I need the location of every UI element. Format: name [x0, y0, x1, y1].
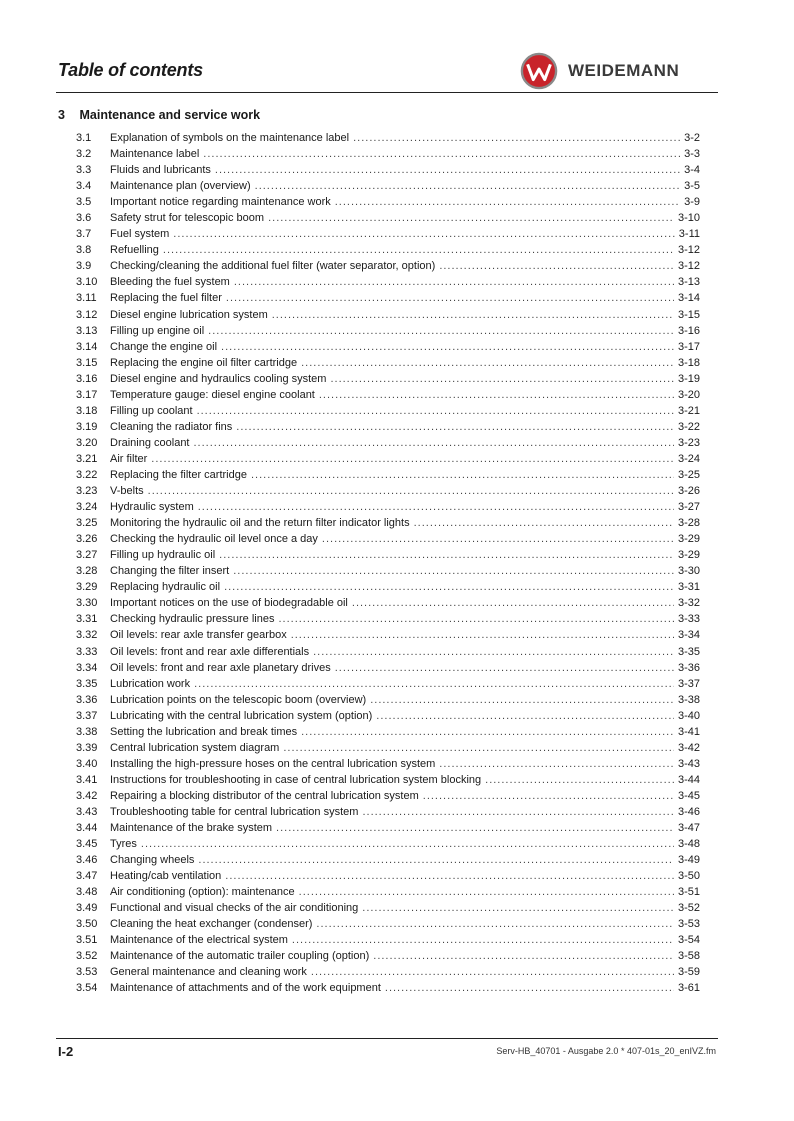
toc-leader-dots [292, 932, 674, 948]
toc-entry-title: Maintenance of attachments and of the work equipment [110, 982, 381, 995]
toc-entry-title: General maintenance and cleaning work [110, 966, 307, 979]
toc-leader-dots [311, 964, 674, 980]
toc-entry[interactable] [76, 162, 700, 178]
toc-entry-page: 3-35 [677, 645, 700, 658]
toc-entry-title: Replacing the engine oil filter cartridge [110, 356, 298, 369]
toc-entry[interactable] [76, 371, 700, 387]
toc-entry-page: 3-16 [677, 324, 700, 337]
toc-leader-dots [194, 435, 674, 451]
toc-entry-number: 3.43 [76, 805, 98, 818]
toc-entry-page: 3-2 [684, 132, 700, 144]
toc-entry-number: 3.41 [76, 773, 98, 786]
toc-leader-dots [151, 451, 674, 467]
toc-entry[interactable] [76, 579, 700, 595]
toc-entry-page: 3-17 [677, 340, 700, 353]
toc-entry-page: 3-53 [677, 918, 700, 931]
toc-leader-dots [370, 692, 674, 708]
toc-leader-dots [198, 499, 674, 515]
toc-entry-page: 3-37 [677, 677, 700, 690]
toc-leader-dots [236, 419, 674, 435]
toc-entry-number: 3.24 [76, 501, 98, 514]
toc-entry-title: Diesel engine lubrication system [110, 308, 268, 321]
toc-entry-page: 3-30 [677, 565, 700, 578]
toc-entry-number: 3.50 [76, 918, 98, 931]
toc-leader-dots [385, 980, 674, 996]
toc-leader-dots [322, 531, 674, 547]
toc-entry-title: Oil levels: rear axle transfer gearbox [110, 629, 287, 642]
toc-entry-title: Maintenance of the brake system [110, 822, 273, 835]
toc-leader-dots [353, 130, 680, 146]
toc-entry-page: 3-41 [677, 725, 700, 738]
toc-entry-page: 3-38 [677, 693, 700, 706]
toc-leader-dots [198, 852, 674, 868]
toc-entry-number: 3.6 [76, 212, 92, 225]
toc-leader-dots [233, 563, 674, 579]
toc-entry[interactable] [76, 740, 700, 756]
toc-entry-title: Maintenance plan (overview) [110, 180, 251, 193]
toc-entry-title: Checking/cleaning the additional fuel filter (water separator, option) [110, 260, 436, 273]
toc-entry-number: 3.23 [76, 485, 98, 498]
toc-entry-title: Cleaning the heat exchanger (condenser) [110, 918, 313, 931]
toc-entry[interactable] [76, 595, 700, 611]
toc-leader-dots [148, 483, 674, 499]
toc-entry-page: 3-4 [684, 164, 700, 177]
toc-entry[interactable] [76, 515, 700, 531]
toc-entry-page: 3-24 [677, 452, 700, 465]
toc-leader-dots [376, 708, 674, 724]
toc-entry[interactable] [76, 355, 700, 371]
toc-entry-title: Heating/cab ventilation [110, 870, 222, 883]
toc-entry-page: 3-49 [677, 854, 700, 867]
toc-entry-title: Repairing a blocking distributor of the central lubrication system [110, 789, 419, 802]
toc-entry-number: 3.27 [76, 549, 98, 562]
toc-entry[interactable] [76, 692, 700, 708]
toc-entry-number: 3.16 [76, 372, 98, 385]
toc-entry-number: 3.35 [76, 677, 98, 690]
toc-entry-page: 3-26 [677, 485, 700, 498]
toc-entry[interactable] [76, 130, 700, 146]
toc-entry-page: 3-3 [684, 148, 700, 161]
toc-entry[interactable] [76, 499, 700, 515]
toc-entry[interactable] [76, 980, 700, 996]
toc-entry-title: Checking the hydraulic oil level once a day [110, 533, 318, 546]
toc-leader-dots [268, 210, 674, 226]
toc-leader-dots [335, 194, 680, 210]
toc-entry-page: 3-46 [677, 805, 700, 818]
toc-entry-page: 3-14 [677, 292, 700, 305]
toc-entry-number: 3.7 [76, 228, 92, 241]
toc-entry[interactable] [76, 563, 700, 579]
toc-entry-title: Fluids and lubricants [110, 164, 211, 177]
toc-leader-dots [299, 884, 674, 900]
toc-entry[interactable] [76, 884, 700, 900]
toc-leader-dots [276, 820, 674, 836]
toc-entry-title: Air filter [110, 452, 148, 465]
toc-entry-title: Draining coolant [110, 436, 190, 449]
toc-entry-number: 3.10 [76, 276, 98, 289]
toc-entry[interactable] [76, 948, 700, 964]
toc-entry-number: 3.47 [76, 870, 98, 883]
toc-entry-number: 3.17 [76, 388, 98, 401]
toc-entry[interactable] [76, 274, 700, 290]
toc-entry-title: Changing wheels [110, 854, 195, 867]
toc-entry-number: 3.20 [76, 436, 98, 449]
toc-entry-number: 3.3 [76, 164, 92, 177]
toc-entry-page: 3-13 [677, 276, 700, 289]
toc-leader-dots [313, 644, 674, 660]
toc-list [76, 130, 700, 997]
toc-leader-dots [194, 676, 674, 692]
toc-entry-page: 3-9 [684, 196, 700, 209]
toc-entry-title: Change the engine oil [110, 340, 218, 353]
toc-entry-title: Lubricating with the central lubrication system (option) [110, 709, 373, 722]
toc-entry[interactable] [76, 339, 700, 355]
toc-entry-number: 3.33 [76, 645, 98, 658]
toc-entry[interactable] [76, 194, 700, 210]
toc-entry-page: 3-58 [677, 950, 700, 963]
toc-leader-dots [362, 804, 674, 820]
toc-entry-title: Diesel engine and hydraulics cooling system [110, 372, 327, 385]
toc-entry-title: Bleeding the fuel system [110, 276, 230, 289]
page-title: Table of contents [58, 60, 203, 80]
toc-leader-dots [283, 740, 674, 756]
toc-entry[interactable] [76, 788, 700, 804]
toc-entry-title: Replacing the filter cartridge [110, 468, 247, 481]
toc-entry-title: Installing the high-pressure hoses on the central lubrication system [110, 757, 436, 770]
toc-entry-page: 3-20 [677, 388, 700, 401]
toc-entry[interactable] [76, 900, 700, 916]
toc-entry-title: Hydraulic system [110, 501, 194, 514]
toc-leader-dots [335, 660, 674, 676]
toc-leader-dots [141, 836, 674, 852]
toc-entry-number: 3.44 [76, 822, 98, 835]
toc-entry-title: Functional and visual checks of the air conditioning [110, 902, 359, 915]
toc-leader-dots [255, 178, 680, 194]
toc-leader-dots [414, 515, 674, 531]
toc-entry-title: Instructions for troubleshooting in case of central lubrication system blocking [110, 773, 482, 786]
toc-entry-title: Maintenance of the electrical system [110, 934, 288, 947]
toc-entry[interactable] [76, 547, 700, 563]
toc-entry-page: 3-5 [684, 180, 700, 193]
toc-entry[interactable] [76, 451, 700, 467]
toc-entry-number: 3.11 [76, 292, 97, 305]
toc-entry-page: 3-19 [677, 372, 700, 385]
toc-entry[interactable] [76, 772, 700, 788]
toc-entry[interactable] [76, 644, 700, 660]
toc-entry-number: 3.29 [76, 581, 98, 594]
toc-entry-page: 3-27 [677, 501, 700, 514]
toc-entry[interactable] [76, 419, 700, 435]
toc-entry-number: 3.42 [76, 789, 98, 802]
toc-entry-page: 3-52 [677, 902, 700, 915]
toc-entry[interactable] [76, 804, 700, 820]
toc-entry-number: 3.32 [76, 629, 98, 642]
toc-entry[interactable] [76, 323, 700, 339]
toc-entry-number: 3.28 [76, 565, 98, 578]
toc-entry-title: Filling up engine oil [110, 324, 205, 337]
toc-entry-number: 3.45 [76, 838, 98, 851]
toc-entry-title: Explanation of symbols on the maintenance label [110, 132, 350, 144]
toc-entry-page: 3-25 [677, 468, 700, 481]
toc-leader-dots [226, 290, 674, 306]
toc-leader-dots [485, 772, 674, 788]
toc-entry-number: 3.31 [76, 613, 98, 626]
toc-entry-page: 3-21 [677, 404, 700, 417]
toc-leader-dots [316, 916, 674, 932]
toc-entry[interactable] [76, 307, 700, 323]
toc-entry[interactable] [76, 258, 700, 274]
toc-entry[interactable] [76, 146, 700, 162]
toc-entry-page: 3-23 [677, 436, 700, 449]
toc-entry-title: Cleaning the radiator fins [110, 420, 233, 433]
toc-entry-page: 3-15 [677, 308, 700, 321]
toc-entry-page: 3-61 [677, 982, 700, 995]
toc-entry[interactable] [76, 820, 700, 836]
toc-leader-dots [278, 611, 674, 627]
toc-entry[interactable] [76, 916, 700, 932]
toc-entry-page: 3-33 [677, 613, 700, 626]
toc-leader-dots [219, 547, 674, 563]
toc-entry-title: Temperature gauge: diesel engine coolant [110, 388, 315, 401]
toc-leader-dots [373, 948, 674, 964]
toc-entry[interactable] [76, 868, 700, 884]
toc-entry-title: Maintenance label [110, 148, 200, 161]
toc-leader-dots [197, 403, 674, 419]
toc-entry-number: 3.8 [76, 244, 92, 257]
toc-entry-title: Important notice regarding maintenance work [110, 196, 331, 209]
toc-entry[interactable] [76, 852, 700, 868]
toc-entry[interactable] [76, 708, 700, 724]
section-heading [58, 108, 260, 122]
toc-entry-page: 3-28 [677, 517, 700, 530]
toc-entry-title: Central lubrication system diagram [110, 741, 280, 754]
toc-entry-page: 3-54 [677, 934, 700, 947]
toc-entry-title: Filling up coolant [110, 404, 193, 417]
toc-entry-title: Monitoring the hydraulic oil and the return filter indicator lights [110, 517, 410, 530]
toc-leader-dots [272, 307, 674, 323]
toc-leader-dots [291, 627, 674, 643]
toc-entry-page: 3-29 [677, 549, 700, 562]
toc-entry-title: Troubleshooting table for central lubrication system [110, 805, 359, 818]
toc-leader-dots [319, 387, 674, 403]
page-number: I-2 [58, 1044, 74, 1059]
toc-entry-title: Replacing hydraulic oil [110, 581, 221, 594]
toc-entry-page: 3-34 [677, 629, 700, 642]
toc-entry-page: 3-18 [677, 356, 700, 369]
toc-entry-page: 3-45 [677, 789, 700, 802]
toc-entry[interactable] [76, 387, 700, 403]
toc-leader-dots [301, 355, 674, 371]
toc-entry-number: 3.5 [76, 196, 92, 209]
toc-entry[interactable] [76, 226, 700, 242]
toc-entry-number: 3.1 [76, 132, 92, 144]
toc-entry-number: 3.52 [76, 950, 98, 963]
toc-leader-dots [221, 339, 674, 355]
toc-leader-dots [215, 162, 680, 178]
toc-entry-number: 3.25 [76, 517, 98, 530]
toc-leader-dots [225, 868, 674, 884]
toc-leader-dots [439, 756, 674, 772]
toc-entry-number: 3.37 [76, 709, 98, 722]
toc-entry-number: 3.18 [76, 404, 98, 417]
toc-entry-number: 3.4 [76, 180, 92, 193]
toc-entry-number: 3.54 [76, 982, 98, 995]
toc-entry-title: Safety strut for telescopic boom [110, 212, 265, 225]
toc-entry[interactable] [76, 676, 700, 692]
toc-entry-title: Air conditioning (option): maintenance [110, 886, 295, 899]
toc-entry-page: 3-50 [677, 870, 700, 883]
toc-entry-number: 3.53 [76, 966, 98, 979]
toc-entry-page: 3-29 [677, 533, 700, 546]
toc-entry-number: 3.12 [76, 308, 98, 321]
toc-entry-title: Maintenance of the automatic trailer coupling (option) [110, 950, 370, 963]
toc-entry[interactable] [76, 756, 700, 772]
toc-entry-page: 3-36 [677, 661, 700, 674]
toc-entry-title: Setting the lubrication and break times [110, 725, 298, 738]
toc-entry-title: Filling up hydraulic oil [110, 549, 216, 562]
toc-entry-number: 3.36 [76, 693, 98, 706]
toc-entry-page: 3-11 [678, 228, 700, 241]
toc-leader-dots [423, 788, 674, 804]
toc-entry-title: Lubrication work [110, 677, 191, 690]
toc-entry-number: 3.49 [76, 902, 98, 915]
toc-leader-dots [439, 258, 674, 274]
toc-entry[interactable] [76, 836, 700, 852]
toc-entry-number: 3.26 [76, 533, 98, 546]
toc-entry-page: 3-44 [677, 773, 700, 786]
toc-entry-number: 3.22 [76, 468, 98, 481]
toc-entry-number: 3.40 [76, 757, 98, 770]
toc-entry-page: 3-48 [677, 838, 700, 851]
toc-entry-number: 3.30 [76, 597, 98, 610]
toc-entry-title: Checking hydraulic pressure lines [110, 613, 275, 626]
document-reference: Serv-HB_40701 - Ausgabe 2.0 * 407-01s_20_enIVZ.fm [496, 1046, 716, 1056]
section-title: Maintenance and service work [79, 108, 261, 122]
toc-entry-title: Tyres [110, 838, 137, 851]
toc-entry[interactable] [76, 724, 700, 740]
toc-entry[interactable] [76, 964, 700, 980]
toc-entry-title: Oil levels: front and rear axle differentials [110, 645, 310, 658]
toc-entry-number: 3.38 [76, 725, 98, 738]
toc-entry-page: 3-51 [677, 886, 700, 899]
toc-leader-dots [251, 467, 674, 483]
toc-leader-dots [173, 226, 675, 242]
toc-entry[interactable] [76, 483, 700, 499]
toc-leader-dots [362, 900, 674, 916]
toc-entry-title: Refuelling [110, 244, 159, 257]
toc-entry-page: 3-22 [677, 420, 700, 433]
footer-divider [56, 1038, 718, 1039]
toc-entry-page: 3-40 [677, 709, 700, 722]
toc-entry-page: 3-59 [677, 966, 700, 979]
toc-entry-number: 3.46 [76, 854, 98, 867]
toc-entry-page: 3-12 [677, 260, 700, 273]
toc-entry-number: 3.21 [76, 452, 98, 465]
toc-entry-number: 3.51 [76, 934, 98, 947]
toc-entry-title: Oil levels: front and rear axle planetary drives [110, 661, 331, 674]
toc-entry-title: Changing the filter insert [110, 565, 230, 578]
toc-entry-page: 3-10 [677, 212, 700, 225]
toc-entry-title: Important notices on the use of biodegradable oil [110, 597, 348, 610]
toc-entry-number: 3.48 [76, 886, 98, 899]
toc-leader-dots [163, 242, 674, 258]
toc-entry[interactable] [76, 178, 700, 194]
weidemann-emblem-icon [520, 52, 558, 90]
toc-entry-title: V-belts [110, 485, 144, 498]
toc-leader-dots [208, 323, 674, 339]
section-number: 3 [58, 108, 65, 122]
toc-entry-page: 3-43 [677, 757, 700, 770]
toc-entry-page: 3-12 [677, 244, 700, 257]
toc-entry-title: Replacing the fuel filter [110, 292, 222, 305]
toc-entry[interactable] [76, 627, 700, 643]
toc-entry-number: 3.39 [76, 741, 98, 754]
toc-entry-number: 3.15 [76, 356, 98, 369]
header-divider [56, 92, 718, 93]
toc-entry-number: 3.2 [76, 148, 92, 161]
toc-leader-dots [224, 579, 674, 595]
toc-entry-title: Fuel system [110, 228, 170, 241]
toc-entry-page: 3-47 [677, 822, 700, 835]
toc-entry-number: 3.34 [76, 661, 98, 674]
toc-entry[interactable] [76, 435, 700, 451]
toc-entry[interactable] [76, 932, 700, 948]
toc-leader-dots [301, 724, 674, 740]
toc-entry-page: 3-31 [677, 581, 700, 594]
toc-entry[interactable] [76, 611, 700, 627]
toc-entry-number: 3.14 [76, 340, 98, 353]
brand-name: WEIDEMANN [568, 61, 680, 80]
toc-entry[interactable] [76, 290, 700, 306]
toc-leader-dots [234, 274, 674, 290]
toc-entry[interactable] [76, 467, 700, 483]
toc-entry-page: 3-42 [677, 741, 700, 754]
toc-entry-page: 3-32 [677, 597, 700, 610]
toc-entry-number: 3.13 [76, 324, 98, 337]
toc-entry[interactable] [76, 210, 700, 226]
toc-entry[interactable] [76, 242, 700, 258]
toc-entry[interactable] [76, 403, 700, 419]
toc-entry[interactable] [76, 531, 700, 547]
toc-leader-dots [330, 371, 674, 387]
toc-entry[interactable] [76, 660, 700, 676]
toc-entry-number: 3.9 [76, 260, 92, 273]
toc-leader-dots [352, 595, 674, 611]
toc-leader-dots [203, 146, 680, 162]
toc-entry-number: 3.19 [76, 420, 98, 433]
weidemann-logo [520, 52, 679, 90]
toc-entry-title: Lubrication points on the telescopic boom (overview) [110, 693, 367, 706]
